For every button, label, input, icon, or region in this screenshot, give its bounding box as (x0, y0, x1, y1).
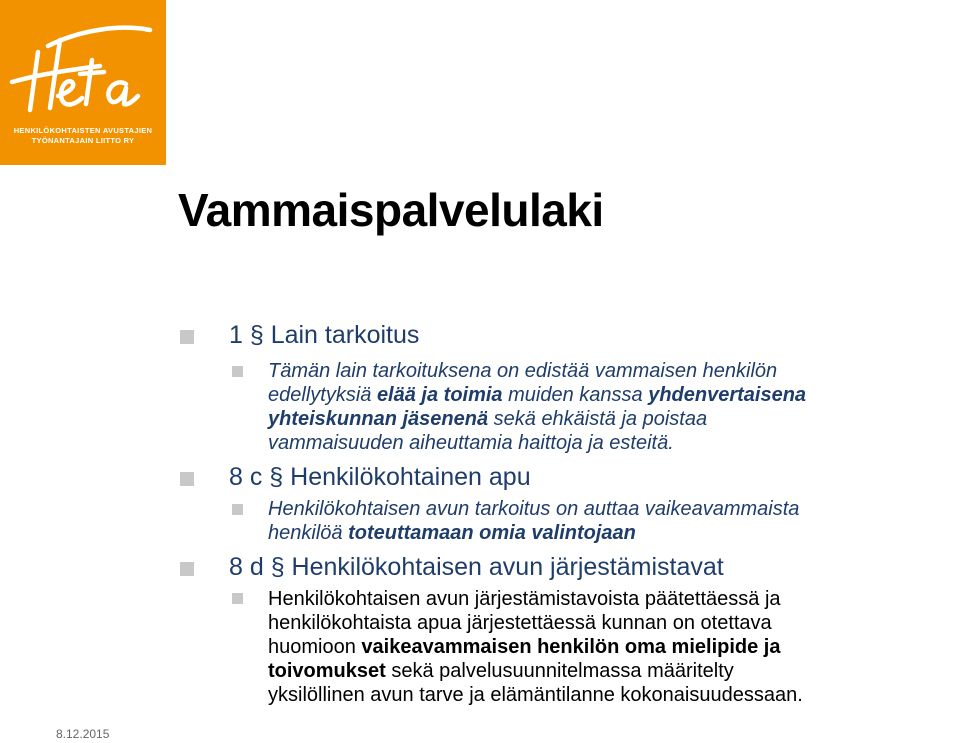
heta-logo (0, 0, 166, 165)
section1-line-4: vammaisuuden aiheuttamia haittoja ja esteitä. (268, 432, 674, 454)
logo-line-2: TYÖNANTAJAIN LIITTO RY (31, 136, 135, 145)
section1-line-1: Tämän lain tarkoituksena on edistää vammaisen henkilön (268, 360, 778, 382)
logo-line-1: HENKILÖKOHTAISTEN AVUSTAJIEN (13, 126, 153, 135)
heta-wordmark-icon (0, 0, 166, 125)
section1-line-3: yhteiskunnan jäsenenä sekä ehkäistä ja poistaa (268, 408, 708, 430)
section-heading-henkilokohtainen-apu: 8 c § Henkilökohtainen apu (229, 463, 531, 491)
section2-line-2: henkilöä toteuttamaan omia valintojaan (268, 522, 636, 544)
bullet-square-icon (180, 472, 194, 486)
sub-bullet-square-icon (232, 504, 243, 515)
section-heading-jarjestamistavat: 8 d § Henkilökohtaisen avun järjestämistavat (229, 553, 724, 581)
sub-bullet-square-icon (232, 366, 243, 377)
section1-line-2: edellytyksiä elää ja toimia muiden kanssa yhdenvertaisena (268, 384, 807, 406)
section3-line-2: henkilökohtaista apua järjestettäessä kunnan on otettava (268, 612, 772, 634)
section3-line-4: toivomukset sekä palvelusuunnitelmassa määritelty (268, 660, 734, 682)
page-title: Vammaispalvelulaki (178, 184, 604, 236)
sub-bullet-square-icon (232, 593, 243, 604)
section-heading-lain-tarkoitus: 1 § Lain tarkoitus (229, 321, 420, 349)
section3-line-1: Henkilökohtaisen avun järjestämistavoista päätettäessä ja (268, 588, 781, 610)
bullet-square-icon (180, 330, 194, 344)
footer-date: 8.12.2015 (56, 727, 110, 741)
bullet-square-icon (180, 562, 194, 576)
section2-line-1: Henkilökohtaisen avun tarkoitus on auttaa vaikeavammaista (268, 498, 800, 520)
section3-line-3: huomioon vaikeavammaisen henkilön oma mielipide ja (268, 636, 781, 658)
section3-line-5: yksilöllinen avun tarve ja elämäntilanne kokonaisuudessaan. (268, 684, 803, 706)
